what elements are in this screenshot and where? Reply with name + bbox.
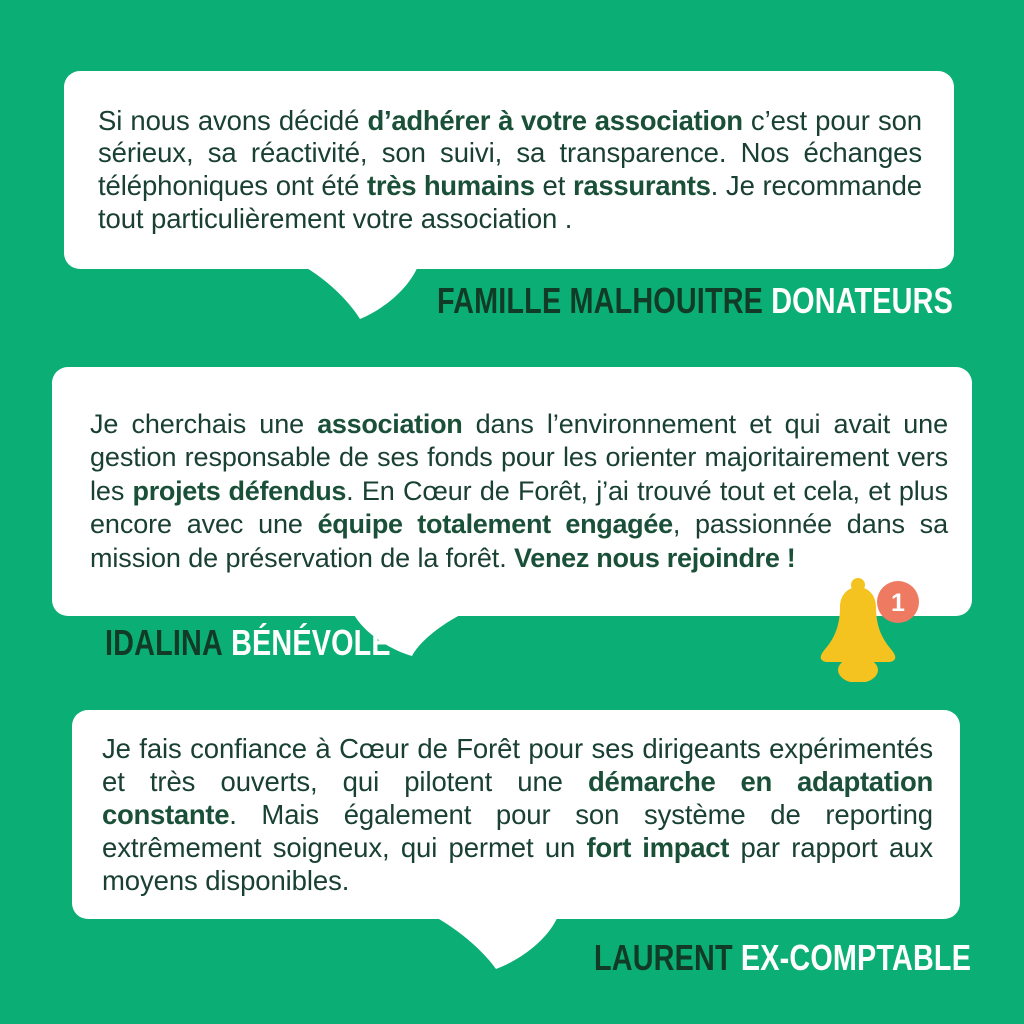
testimonial-quote-1: Si nous avons décidé d’adhérer à votre association c’est pour son sérieux, sa réactivité, son suivi, sa transparence. Nos échanges téléphoniques ont été très humains et rassurants. Je recommande tout particulièrement votre association . bbox=[98, 104, 922, 234]
testimonial-attribution-1 bbox=[437, 280, 953, 321]
testimonial-quote-2: Je cherchais une association dans l’environnement et qui avait une gestion responsable de ses fonds pour les orienter majoritairement vers les projets défendus. En Cœur de Forêt, j’ai trouvé tout et cela, et plus encore avec une équipe totalement engagée, passionnée dans sa mission de préservation de la forêt. Venez nous rejoindre ! bbox=[90, 409, 949, 573]
bell-icon bbox=[812, 578, 920, 682]
testimonial-attribution-2 bbox=[105, 622, 391, 663]
testimonial-bubble-1 bbox=[64, 71, 954, 269]
speech-bubble-tail-3 bbox=[430, 912, 560, 970]
attribution-role: BÉNÉVOLE bbox=[231, 622, 391, 663]
attribution-name: LAURENT bbox=[594, 937, 733, 978]
attribution-name: IDALINA bbox=[105, 622, 223, 663]
speech-bubble-tail-1 bbox=[300, 262, 420, 320]
testimonial-bubble-3 bbox=[72, 710, 960, 919]
testimonial-quote-3: Je fais confiance à Cœur de Forêt pour ses dirigeants expérimentés et très ouverts, qui pilotent une démarche en adaptation constante. Mais également pour son système de reporting extrêmement soigneux, qui permet un fort impact par rapport aux moyens disponibles. bbox=[102, 732, 933, 897]
testimonial-attribution-3 bbox=[594, 937, 972, 978]
attribution-role: DONATEURS bbox=[771, 280, 953, 321]
attribution-role: EX-COMPTABLE bbox=[740, 937, 972, 978]
attribution-name: FAMILLE MALHOUITRE bbox=[437, 280, 764, 321]
badge-count: 1 bbox=[891, 589, 905, 617]
